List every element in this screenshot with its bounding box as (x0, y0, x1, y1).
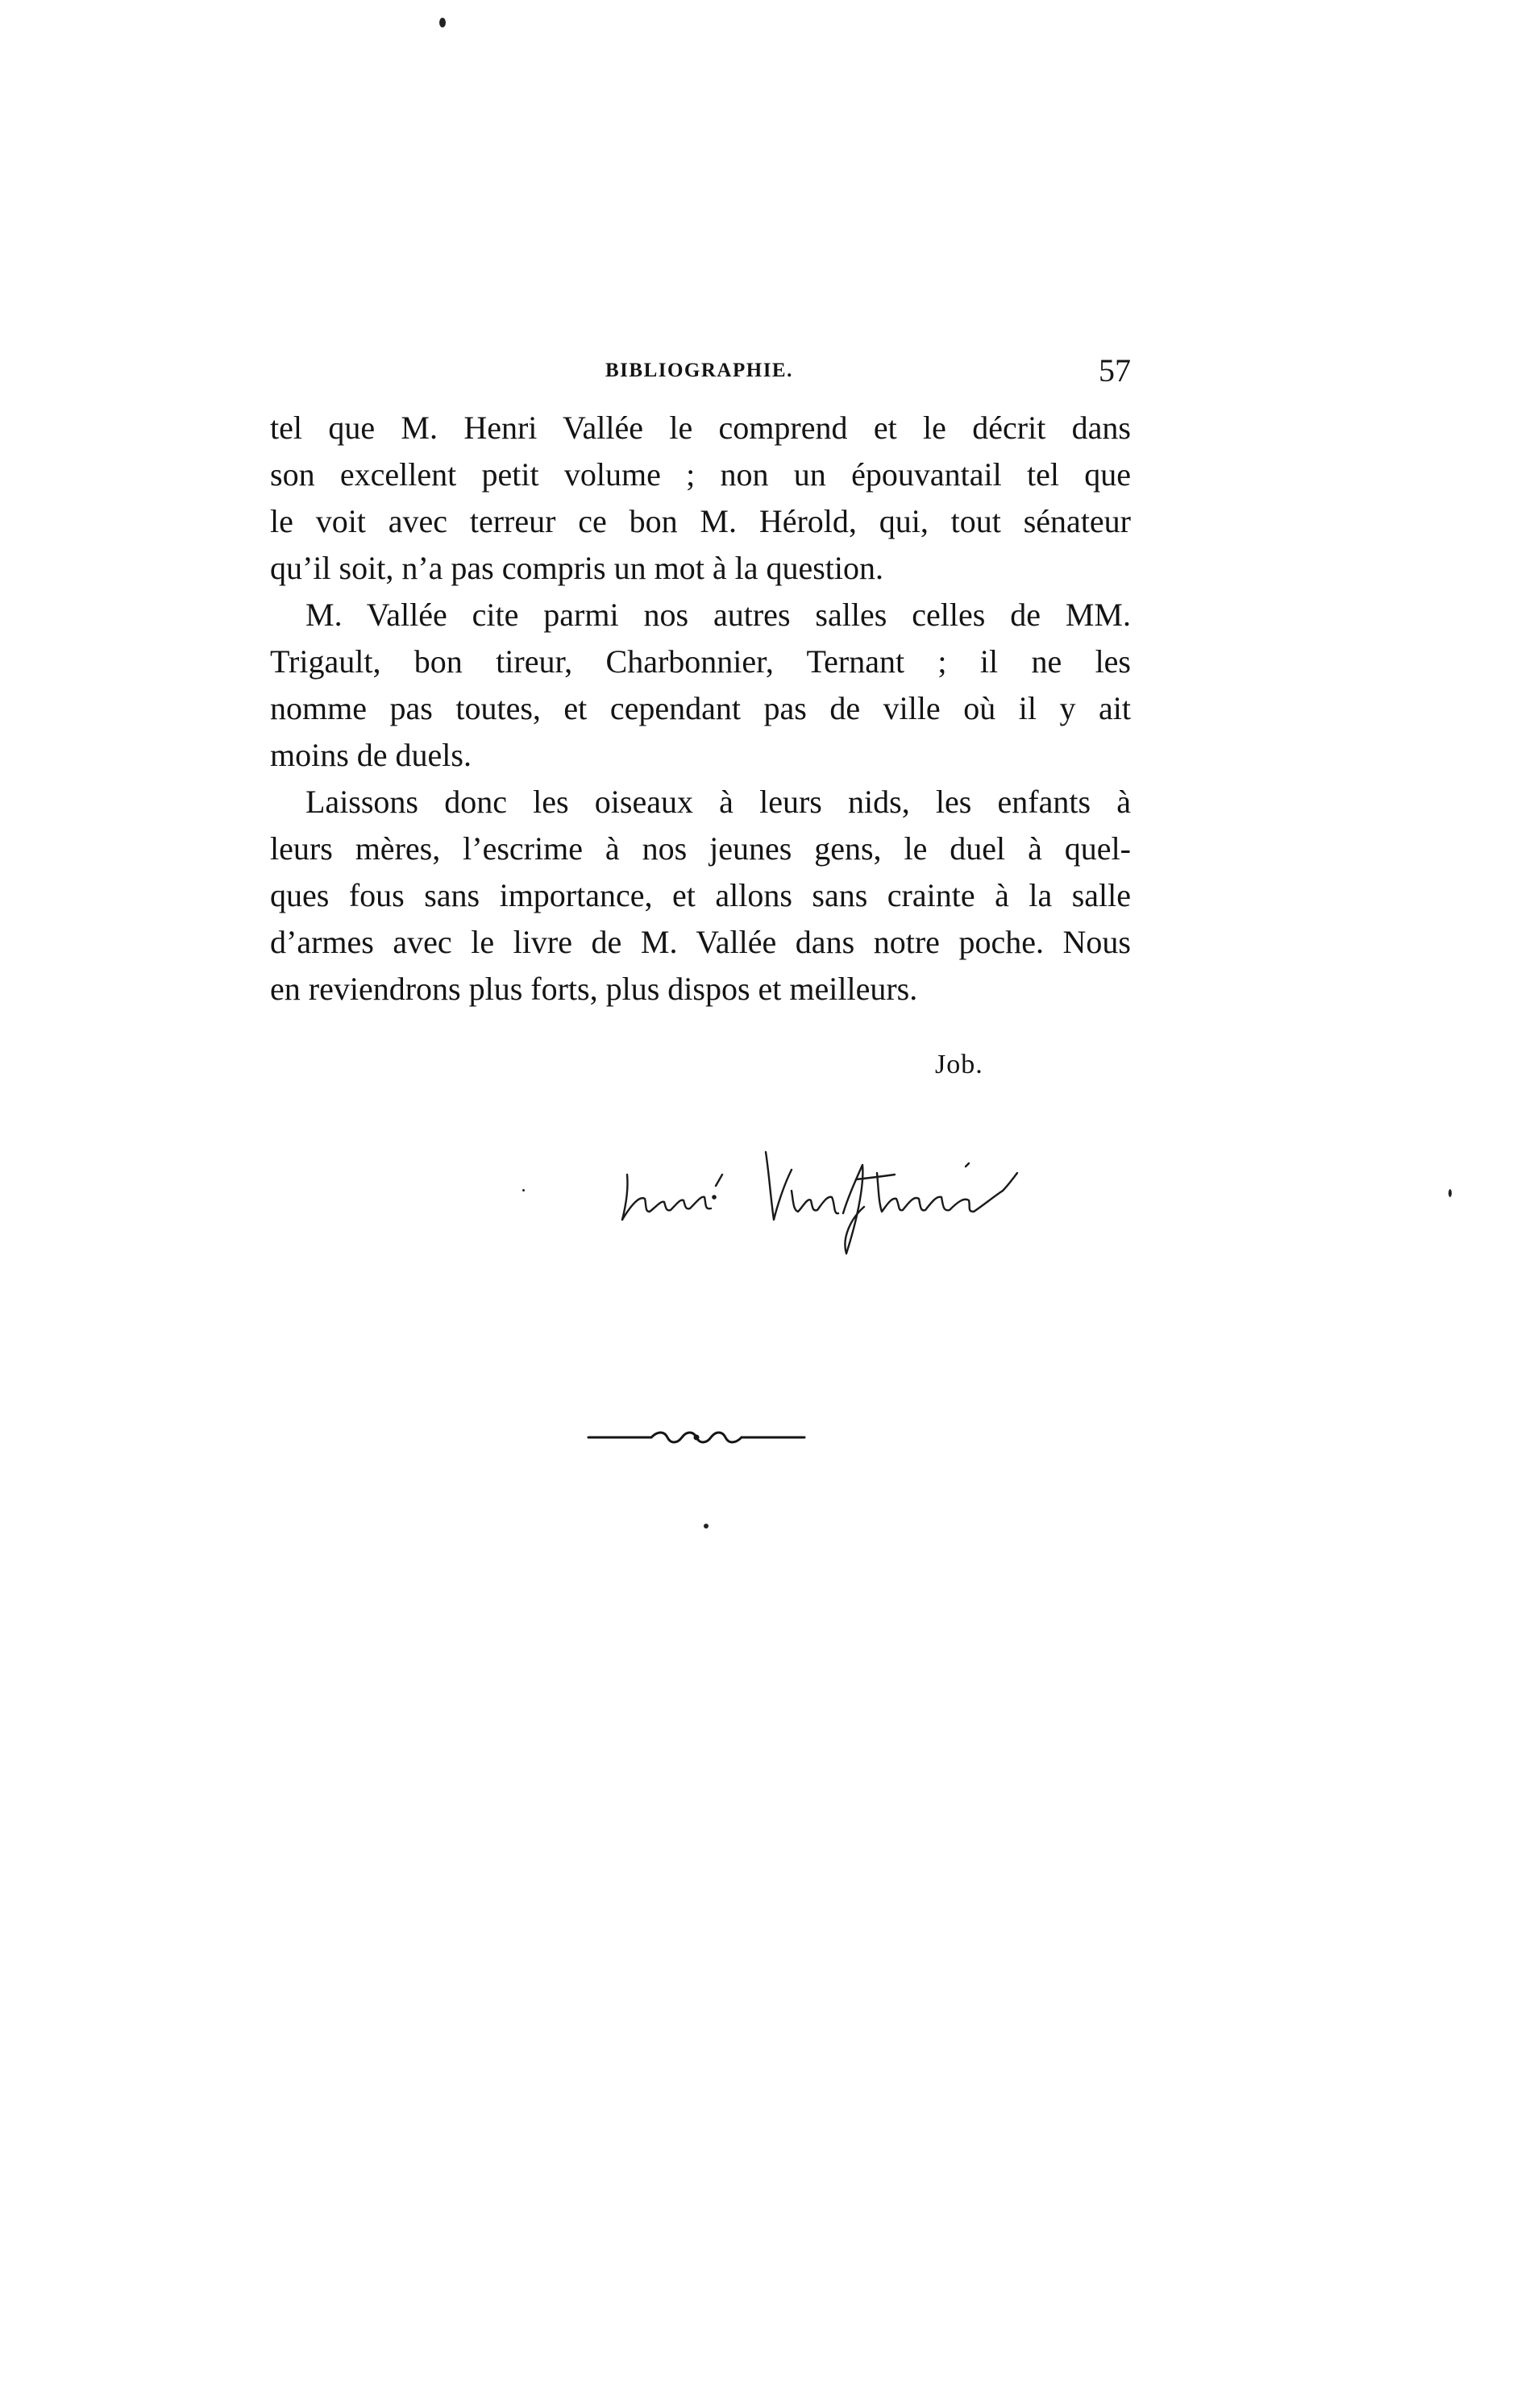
text-line: d’armes avec le livre de M. Vallée dans notre poche. Nous (270, 924, 1131, 960)
body-text (270, 405, 1131, 1013)
text-line: son excellent petit volume ; non un épouvantail tel que (270, 456, 1131, 493)
text-line: moins de duels. (270, 737, 472, 773)
text-line: nomme pas toutes, et cependant pas de ville où il y ait (270, 690, 1131, 726)
text-line: le voit avec terreur ce bon M. Hérold, qui, tout sénateur (270, 503, 1131, 539)
text-line: en reviendrons plus forts, plus dispos et meilleurs. (270, 971, 918, 1007)
text-line: leurs mères, l’escrime à nos jeunes gens, le duel à quel- (270, 830, 1131, 867)
scan-speck (1448, 1189, 1452, 1197)
scan-speck (439, 18, 446, 27)
fleuron-rule-icon (587, 1423, 806, 1452)
scan-speck (704, 1524, 709, 1528)
running-head (270, 352, 1131, 395)
text-line: tel que M. Henri Vallée le comprend et le décrit dans (270, 410, 1131, 446)
text-line: Laissons donc les oiseaux à leurs nids, les enfants à (305, 784, 1131, 820)
running-title: BIBLIOGRAPHIE. (605, 360, 793, 381)
page-number: 57 (1099, 352, 1131, 389)
text-line: qu’il soit, n’a pas compris un mot à la question. (270, 550, 883, 586)
text-line: M. Vallée cite parmi nos autres salles celles de MM. (305, 597, 1131, 633)
text-line: Trigault, bon tireur, Charbonnier, Ternant ; il ne les (270, 643, 1131, 680)
scan-speck (522, 1189, 525, 1192)
handwritten-inscription-icon (605, 1117, 1056, 1262)
text-line: ques fous sans importance, et allons sans crainte à la salle (270, 877, 1131, 913)
author-signature: Job. (935, 1050, 983, 1079)
